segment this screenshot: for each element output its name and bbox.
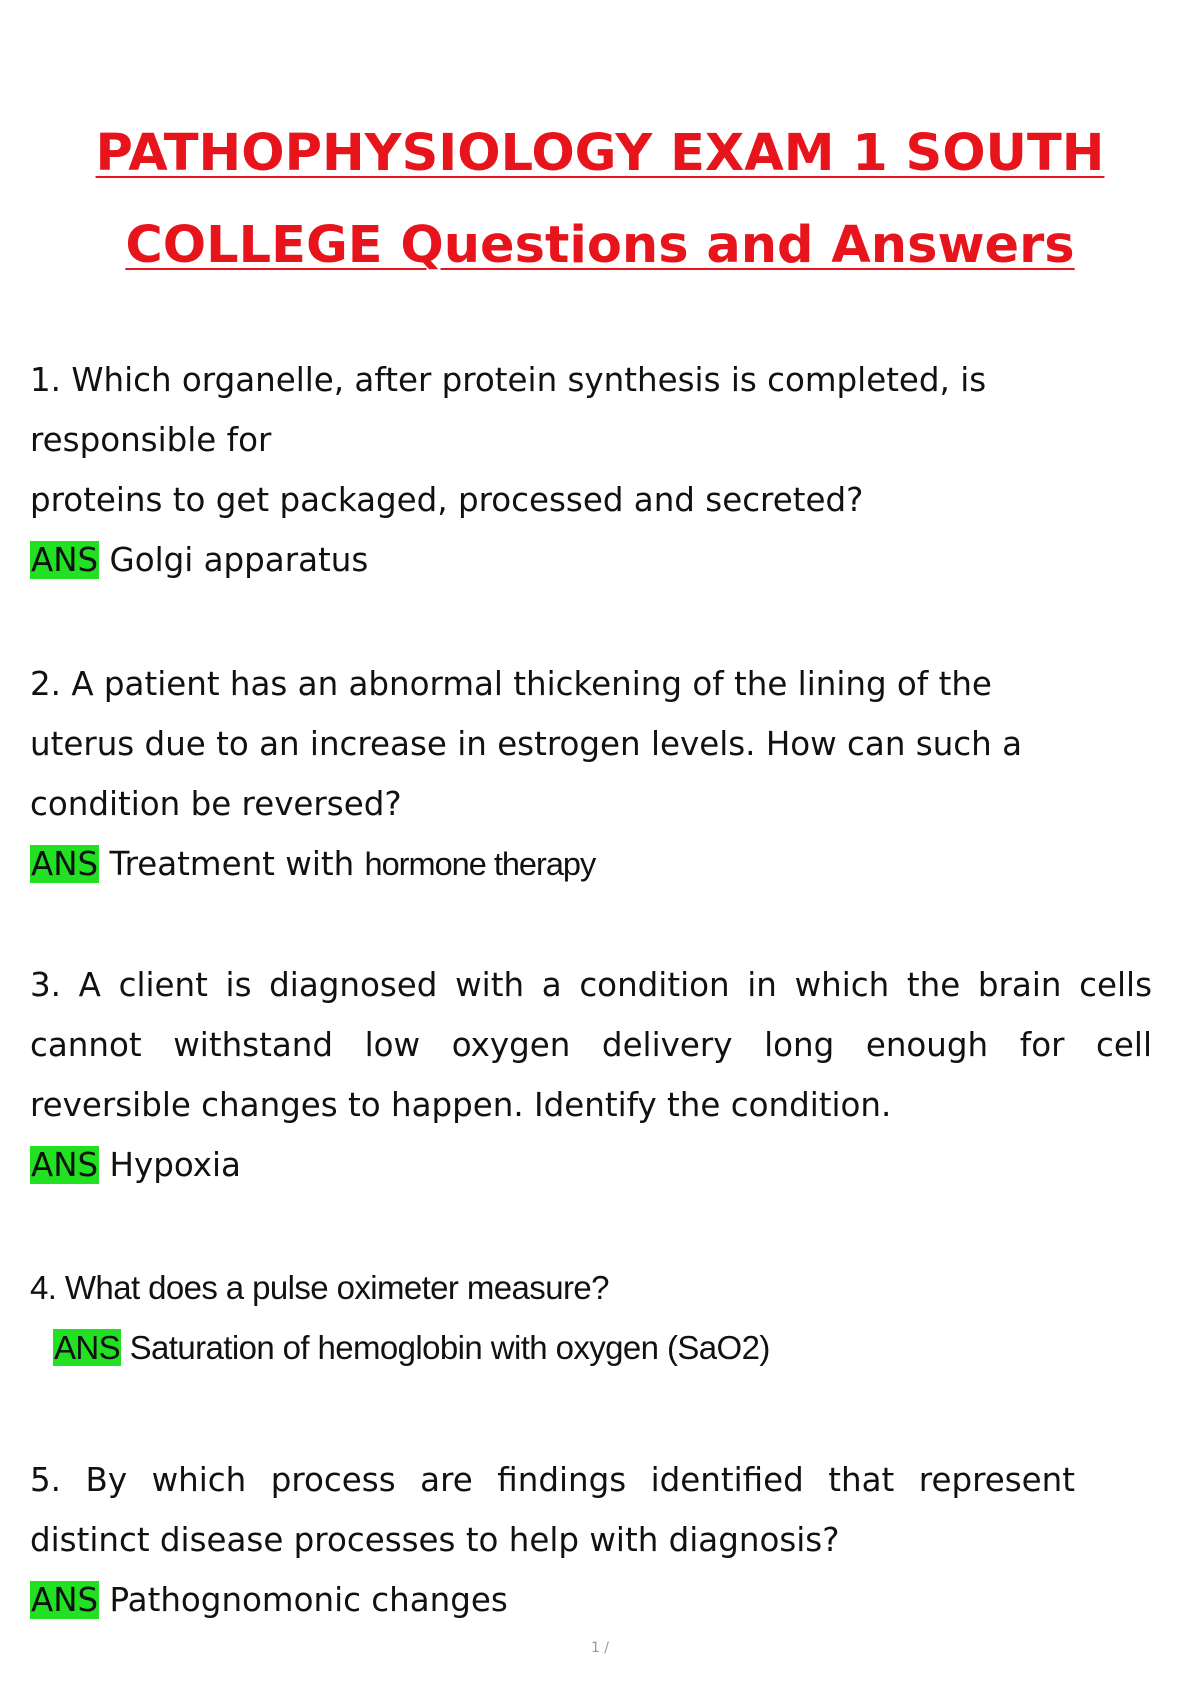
- title-line-1: PATHOPHYSIOLOGY EXAM 1 SOUTH: [95, 124, 1105, 183]
- document-title: [0, 108, 1200, 292]
- question-block-5: [30, 1450, 1180, 1630]
- ans-badge: ANS: [31, 1581, 99, 1619]
- question-5-text: 5. By which process are findings identified that represent distinct disease processes to help with diagnosis?: [30, 1461, 1075, 1559]
- question-3-text: 3. A client is diagnosed with a condition in which the brain cells cannot withstand low oxygen delivery long enough for cell reversible changes to happen. Identify the condition.: [30, 966, 1152, 1124]
- title-line-2: COLLEGE Questions and Answers: [125, 216, 1075, 275]
- answer-2-text: Treatment with: [109, 845, 355, 883]
- question-2-text: 2. A patient has an abnormal thickening of the lining of the uterus due to an increase in estrogen levels. How can such a condition be reversed?: [30, 665, 1023, 823]
- answer-4-text: Saturation of hemoglobin with oxygen (SaO2): [129, 1329, 770, 1366]
- question-block-1: [30, 350, 1180, 590]
- answer-1-line: [30, 530, 1180, 590]
- question-block-3: [30, 955, 1180, 1195]
- page-number: 1 /: [590, 1640, 610, 1656]
- answer-3-text: Hypoxia: [109, 1146, 241, 1184]
- answer-3-line: [30, 1135, 1180, 1195]
- question-4-text: 4. What does a pulse oximeter measure?: [30, 1269, 609, 1306]
- answer-5-text: Pathognomonic changes: [109, 1581, 508, 1619]
- answer-1-text: Golgi apparatus: [109, 541, 369, 579]
- answer-5-line: [30, 1570, 1180, 1630]
- answer-2-line: [30, 834, 1180, 894]
- answer-4-line: [30, 1318, 1180, 1378]
- question-block-4: [30, 1258, 1180, 1378]
- ans-badge: ANS: [31, 541, 99, 579]
- question-1-text: 1. Which organelle, after protein synthesis is completed, is responsible for proteins to get packaged, processed and secreted?: [30, 361, 987, 519]
- ans-badge: ANS: [31, 845, 99, 883]
- question-block-2: [30, 654, 1180, 894]
- ans-badge: ANS: [54, 1329, 121, 1366]
- ans-badge: ANS: [31, 1146, 99, 1184]
- answer-2-text-continued: hormone therapy: [364, 846, 596, 882]
